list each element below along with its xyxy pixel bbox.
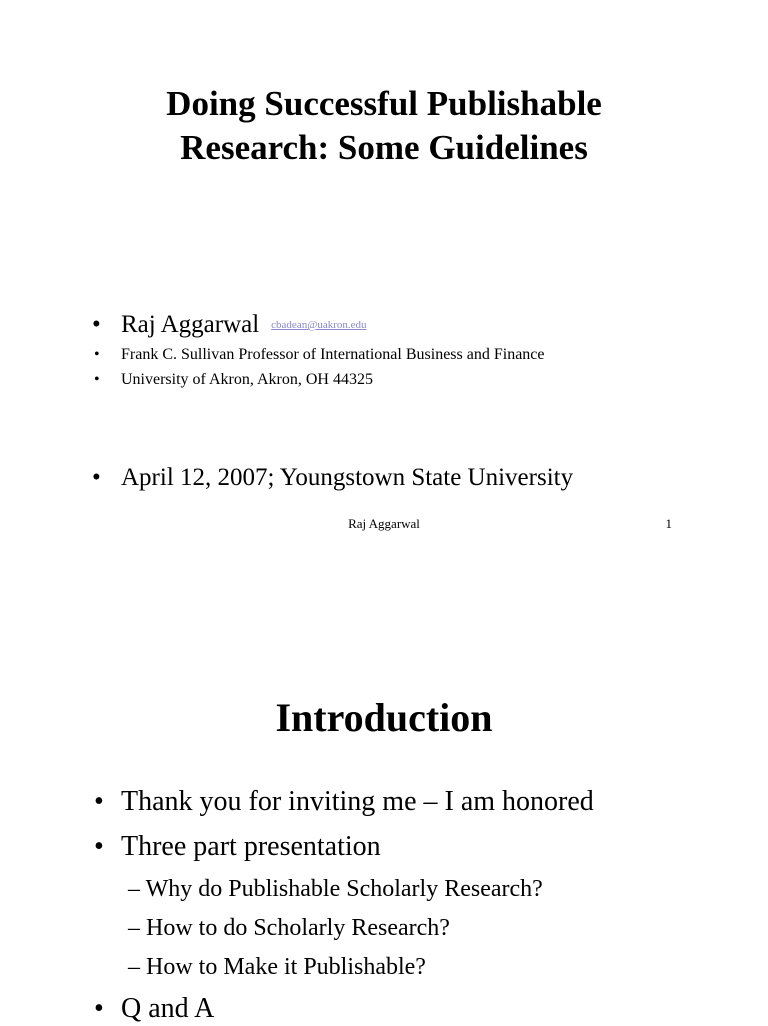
slide-heading: Introduction (275, 695, 493, 740)
footer-author: Raj Aggarwal (348, 516, 420, 531)
bullet-icon: • (94, 831, 104, 862)
title-line-1: Doing Successful Publishable (166, 84, 602, 123)
sub-bullet: – How to do Scholarly Research? (128, 915, 450, 941)
event-info: April 12, 2007; Youngstown State University (121, 464, 574, 491)
title-line-2: Research: Some Guidelines (180, 128, 588, 167)
slide-introduction (0, 540, 768, 1024)
bullet-icon: • (92, 464, 101, 491)
sub-bullet: – How to Make it Publishable? (128, 954, 426, 980)
presentation-title (0, 82, 768, 170)
bullet-icon: • (94, 993, 104, 1024)
bullet-text: Q and A (121, 993, 215, 1024)
bullet-icon: • (92, 311, 101, 338)
bullet-icon: • (94, 346, 100, 363)
bullet-text: Thank you for inviting me – I am honored (121, 786, 594, 817)
bullet-text: Three part presentation (121, 831, 381, 862)
sub-bullet: – Why do Publishable Scholarly Research? (128, 876, 543, 902)
author-name: Raj Aggarwal (121, 311, 260, 338)
author-position: Frank C. Sullivan Professor of International Business and Finance (121, 346, 545, 363)
bullet-icon: • (94, 371, 100, 388)
author-affiliation: University of Akron, Akron, OH 44325 (121, 371, 373, 388)
page-number: 1 (665, 516, 672, 531)
author-email-link[interactable]: cbadean@uakron.edu (271, 319, 367, 331)
bullet-icon: • (94, 786, 104, 817)
